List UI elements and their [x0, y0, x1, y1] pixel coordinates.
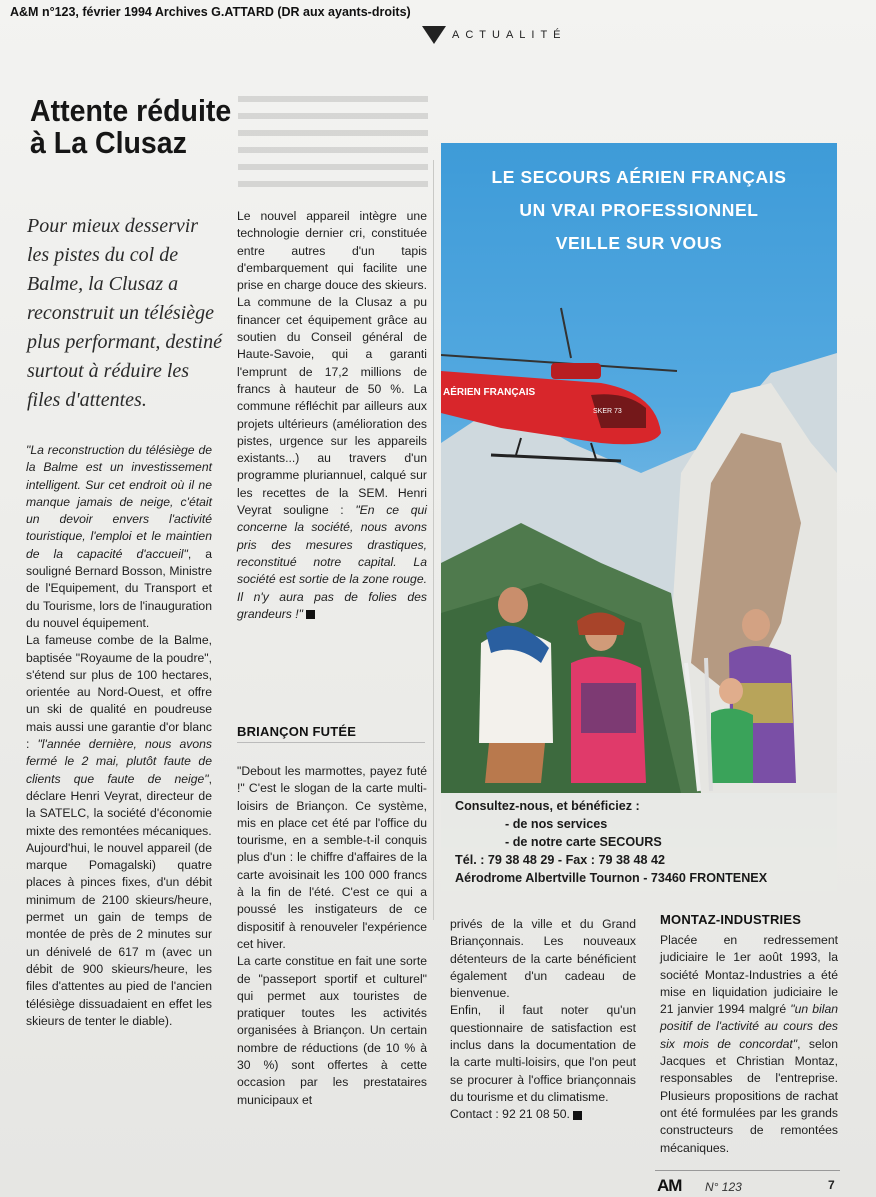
end-of-article-mark [306, 610, 315, 619]
helicopter-livery: AÉRIEN FRANÇAIS [443, 387, 536, 398]
ad-contact-box [441, 793, 837, 891]
rubrique-label: ACTUALITÉ [452, 29, 567, 41]
montaz-p1-text: Placée en redressement judiciaire le 1er août 1993, la société Montaz-Industries a été mise en liquidation judiciaire le 21 janvier 1994 malgré [660, 933, 838, 1017]
magazine-logo: AM [657, 1176, 682, 1195]
headline-line-1: Attente réduite [30, 93, 232, 128]
ad-info-card: - de notre carte SECOURS [505, 835, 662, 849]
rubrique-header [422, 26, 567, 44]
ad-info-intro: Consultez-nous, et bénéficiez : [455, 799, 640, 813]
end-of-article-mark [573, 1111, 582, 1120]
ad-title [441, 161, 837, 260]
ad-title-line-1: LE SECOURS AÉRIEN FRANÇAIS [491, 167, 787, 187]
briancon-paragraph-2: La carte constitue en fait une sorte de "passeport sportif et culturel" qui permet aux touristes de pratiquer toutes les activités organisées à Briançon. Un certain nombre de réductions (de 10 % à 30 %) sont offertes à cette occasion par les prestataires municipaux et [237, 954, 427, 1107]
briancon-heading: BRIANÇON FUTÉE [237, 724, 425, 743]
column-2 [237, 208, 427, 623]
montaz-heading: MONTAZ-INDUSTRIES [660, 912, 802, 927]
ad-info-phone: Tél. : 79 38 48 29 - Fax : 79 38 48 42 [455, 853, 666, 867]
briancon-paragraph-1: "Debout les marmottes, payez futé !" C'est le slogan de la carte multi-loisirs de Briançon. Ce système, mis en place cet été par l'office du tourisme, en a semble-t-il conquis plus d'un : le chiffre d'affaires de la carte avoisinait les 100 000 francs à la fin de l'été. C'est ce qui a poussé les instigateurs de ce dispositif à renouveler l'expérience cet hiver. [237, 764, 427, 951]
ad-title-line-3: VEILLE SUR VOUS [555, 233, 723, 253]
col1-paragraph-1 [26, 442, 212, 632]
montaz-quote: "un bilan positif de l'activité au cours des six mois de concordat" [660, 1002, 839, 1051]
briancon-contact [450, 1106, 636, 1123]
ad-info-address: Aérodrome Albertville Tournon - 73460 FRONTENEX [455, 871, 768, 885]
montaz-p1-tail: , selon Jacques et Christian Montaz, responsables de l'entreprise. Plusieurs propositions de rachat ont été formulées par les grands constructeurs de remontées mécaniques. [660, 1036, 838, 1155]
col1-paragraph-3: Aujourd'hui, le nouvel appareil (de marque Pomagalski) quatre places à pinces fixes, d'un débit minimum de 2100 skieurs/heure, permet un gain de temps de montée de près de 2 minutes sur un dénivelé de 617 m (avec un débit de 900 skieurs/heure, les files d'attentes au pied de l'ancien télésiège dissuadaient en effet les skieurs de tenter le diable). [26, 840, 212, 1028]
headline-line-2: à La Clusaz [30, 125, 187, 160]
ad-title-line-2: UN VRAI PROFESSIONNEL [519, 200, 759, 220]
article-headline [30, 95, 269, 159]
briancon-column [237, 763, 427, 1109]
footer-rule [655, 1170, 840, 1171]
col1-p2-text: La fameuse combe de la Balme, baptisée "Royaume de la poudre", s'étend sur plus de 100 hectares, orientée au Nord-Ouest, et offre un ski de qualité en poudreuse mais aussi une garantie d'or blanc : [26, 633, 212, 752]
article-lede: Pour mieux desservir les pistes du col de Balme, la Clusaz a reconstruit un télésiège plus performant, destiné surtout à réduire les files d'attentes. [27, 215, 222, 411]
archive-caption: A&M n°123, février 1994 Archives G.ATTARD (DR aux ayants-droits) [10, 5, 411, 19]
briancon-column-continued [450, 916, 636, 1124]
bosson-quote: "La reconstruction du télésiège de la Balme est un investissement intelligent. Sur cet endroit où il ne manque jamais de neige, c'était un devoir envers l'activité touristique, l'emploi et le maintien de la capacité d'accueil" [26, 443, 212, 561]
col2-paragraph-1 [237, 208, 427, 623]
col1-p2-tail: , déclare Henri Veyrat, directeur de la SATELC, la société d'économie mixte des remontées mécaniques. [26, 771, 212, 838]
column-divider [433, 160, 434, 920]
contact-text: Contact : 92 21 08 50. [450, 1107, 570, 1122]
montaz-paragraph [660, 932, 838, 1157]
helicopter-registration: SKER 73 [593, 408, 622, 415]
triangle-icon [422, 26, 446, 44]
col1-p1-tail: , a souligné Bernard Bosson, Ministre de l'Equipement, du Transport et du Tourisme, lors de l'inauguration du nouvel équipement. [26, 546, 212, 630]
montaz-column [660, 932, 838, 1157]
col2-p1-text: Le nouvel appareil intègre une technologie dernier cri, constituée entre autres d'un tapis d'embarquement qui facilite une prise en charge douce des skieurs. La commune de la Clusaz a pu financer cet équipement grâce au soutien du Conseil général de Haute-Savoie, qui a garanti l'emprunt de 17,2 millions de francs à hauteur de 50 %. La commune réfléchit par ailleurs aux projets ultérieurs (amélioration des pistes, urgence sur les appareils existants...) au travers d'un programme pluriannuel, calqué sur les recettes de la SEM. Henri Veyrat souligne : [237, 209, 427, 518]
briancon-paragraph-3: privés de la ville et du Grand Briançonnais. Les nouveaux détenteurs de la carte bénéficient également d'un cadeau de bienvenue. [450, 917, 636, 1001]
briancon-paragraph-4: Enfin, il faut noter qu'un questionnaire de satisfaction est inclus dans la documentation de la carte multi-loisirs, que l'on peut se procurer à l'office briançonnais du tourisme et du climatisme. [450, 1003, 636, 1104]
veyrat-quote-2: "En ce qui concerne la société, nous avons pris des mesures drastiques, reconstitué notre capital. La société est sortie de la zone rouge. Il n'y aura pas de folies des grandeurs !" [237, 503, 427, 621]
col1-paragraph-2 [26, 632, 212, 840]
veyrat-quote: "l'année dernière, nous avons fermé le 2 mai, plutôt faute de clients que faute de neige" [26, 737, 212, 786]
secours-aerien-advertisement [441, 143, 837, 891]
ad-info-services: - de nos services [505, 817, 608, 831]
issue-number: N° 123 [705, 1180, 742, 1194]
column-1 [26, 442, 212, 1030]
page-number: 7 [828, 1178, 835, 1192]
